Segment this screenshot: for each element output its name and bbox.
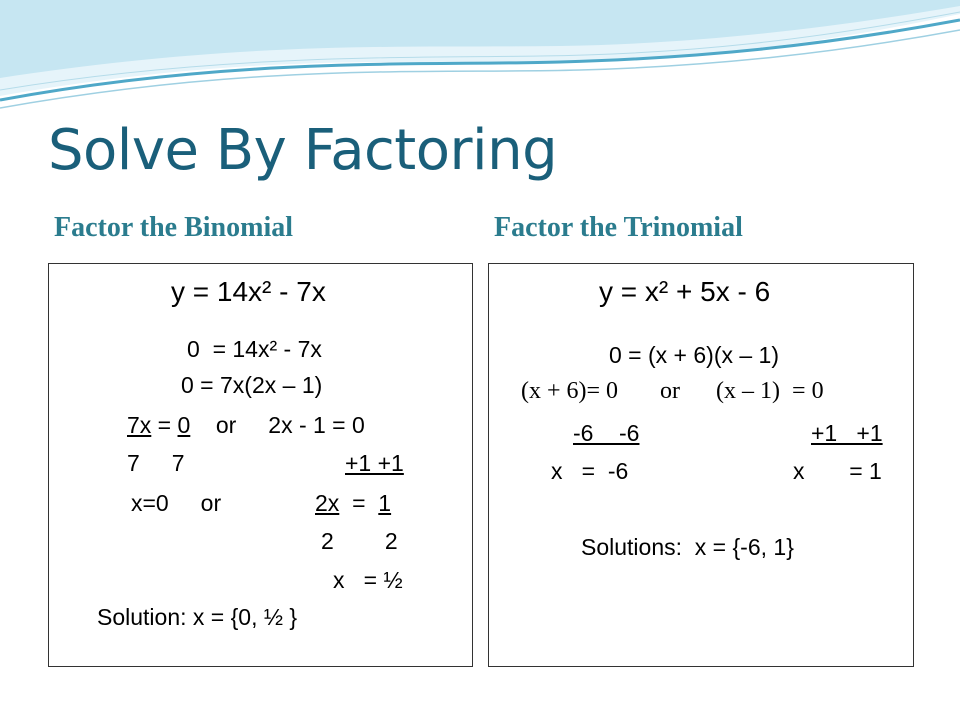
equals-sign: = bbox=[339, 490, 379, 516]
trinomial-root-2: x = 1 bbox=[793, 458, 882, 484]
binomial-divide-two: 2 2 bbox=[321, 528, 398, 554]
term-7x: 7x bbox=[127, 412, 152, 438]
trinomial-solutions: Solutions: x = {-6, 1} bbox=[581, 534, 794, 560]
split-rest: or 2x - 1 = 0 bbox=[190, 412, 365, 438]
binomial-half: x = ½ bbox=[333, 567, 403, 593]
trinomial-root-1: x = -6 bbox=[551, 458, 629, 484]
trinomial-box bbox=[488, 263, 914, 667]
binomial-divide: 7 7 bbox=[127, 450, 185, 476]
term-2x: 2x bbox=[315, 490, 340, 516]
binomial-split bbox=[127, 412, 365, 439]
trinomial-heading: Factor the Trinomial bbox=[494, 212, 743, 243]
equals-sign: = bbox=[151, 412, 178, 438]
binomial-equation: y = 14x² - 7x bbox=[171, 276, 326, 307]
trinomial-split: (x + 6)= 0 or (x – 1) = 0 bbox=[521, 378, 824, 404]
binomial-box bbox=[48, 263, 473, 667]
trinomial-add: +1 +1 bbox=[811, 420, 883, 446]
trinomial-subtract: -6 -6 bbox=[573, 420, 640, 446]
zero-value: 0 bbox=[177, 412, 191, 438]
binomial-heading: Factor the Binomial bbox=[54, 212, 294, 243]
binomial-result-right bbox=[315, 490, 391, 517]
slide-title: Solve By Factoring bbox=[48, 118, 558, 183]
binomial-factored: 0 = 7x(2x – 1) bbox=[181, 372, 323, 398]
trinomial-equation: y = x² + 5x - 6 bbox=[599, 276, 771, 307]
trinomial-factored: 0 = (x + 6)(x – 1) bbox=[609, 342, 780, 368]
binomial-set-zero: 0 = 14x² - 7x bbox=[187, 336, 322, 362]
header-wave-decoration bbox=[0, 0, 960, 120]
binomial-solution: Solution: x = {0, ½ } bbox=[97, 604, 298, 630]
one-value: 1 bbox=[378, 490, 392, 516]
binomial-result: x=0 or bbox=[131, 490, 222, 516]
binomial-add-one: +1 +1 bbox=[345, 450, 404, 476]
